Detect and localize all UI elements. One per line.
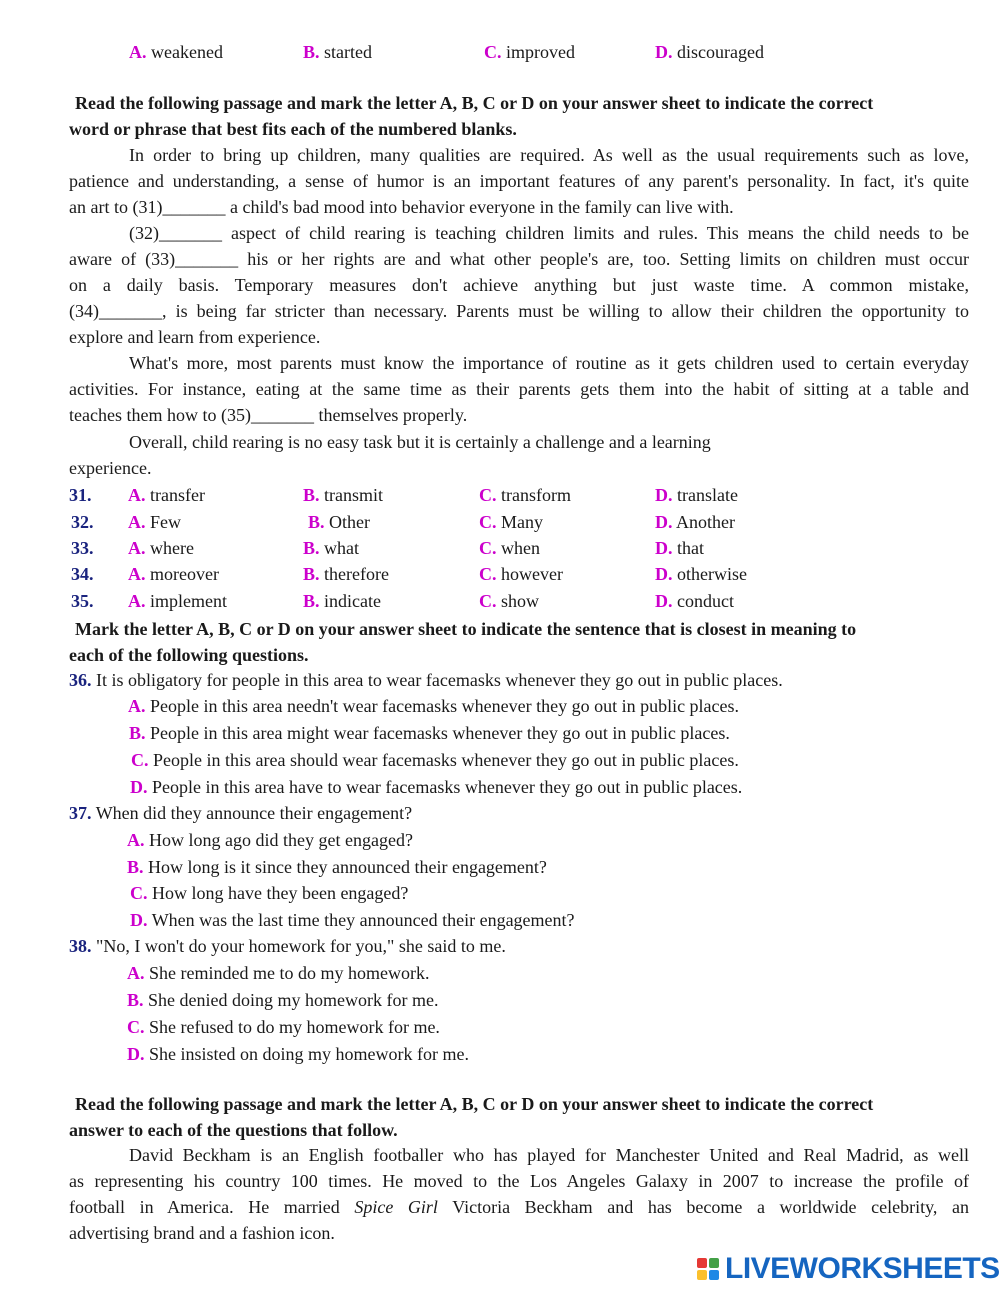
option-a: A. weakened bbox=[129, 42, 223, 62]
section-instruction: Read the following passage and mark the letter A, B, C or D on your answer sheet to indicate the correct bbox=[75, 1094, 874, 1114]
option-b[interactable]: B. She denied doing my homework for me. bbox=[127, 990, 439, 1010]
option-c[interactable]: C. show bbox=[479, 591, 540, 611]
option-c[interactable]: C. however bbox=[479, 564, 563, 584]
section-instruction: answer to each of the questions that follow. bbox=[69, 1120, 398, 1140]
passage-line: on a daily basis. Temporary measures don't achieve anything but just waste time. A common mistake, bbox=[69, 275, 969, 295]
passage-line: patience and understanding, a sense of humor is an important features of any parent's personality. In fact, it's quite bbox=[69, 171, 969, 191]
question-number: 34. bbox=[71, 564, 94, 584]
option-a[interactable]: A. Few bbox=[128, 512, 181, 532]
passage-line: (34)_______, is being far stricter than necessary. Parents must be willing to allow their children the opportunity to bbox=[69, 301, 969, 321]
option-a[interactable]: A. transfer bbox=[128, 485, 205, 505]
question-number: 31. bbox=[69, 485, 92, 505]
passage-line: David Beckham is an English footballer who has played for Manchester United and Real Madrid, as well bbox=[129, 1145, 969, 1165]
option-b[interactable]: B. How long is it since they announced their engagement? bbox=[127, 857, 547, 877]
option-c[interactable]: C. when bbox=[479, 538, 540, 558]
option-c[interactable]: C. Many bbox=[479, 512, 543, 532]
passage-line: (32)_______ aspect of child rearing is teaching children limits and rules. This means the child needs to be bbox=[129, 223, 969, 243]
option-d[interactable]: D. otherwise bbox=[655, 564, 747, 584]
option-b[interactable]: B. People in this area might wear facemasks whenever they go out in public places. bbox=[129, 723, 730, 743]
question-stem: 37. When did they announce their engagement? bbox=[69, 803, 413, 823]
question-stem: 38. "No, I won't do your homework for you," she said to me. bbox=[69, 936, 506, 956]
passage-line: Overall, child rearing is no easy task but it is certainly a challenge and a learning bbox=[129, 432, 711, 452]
passage-line: What's more, most parents must know the importance of routine as it gets children used to certain everyday bbox=[129, 353, 969, 373]
passage-line: football in America. He married Spice Girl Victoria Beckham and has become a worldwide celebrity, an bbox=[69, 1197, 969, 1217]
option-d[interactable]: D. Another bbox=[655, 512, 735, 532]
passage-line: as representing his country 100 times. He moved to the Los Angeles Galaxy in 2007 to increase the profile of bbox=[69, 1171, 969, 1191]
option-b[interactable]: B. what bbox=[303, 538, 360, 558]
option-b[interactable]: B. therefore bbox=[303, 564, 389, 584]
section-instruction: each of the following questions. bbox=[69, 645, 309, 665]
option-d[interactable]: D. conduct bbox=[655, 591, 734, 611]
option-d[interactable]: D. People in this area have to wear facemasks whenever they go out in public places. bbox=[130, 777, 743, 797]
question-number: 35. bbox=[71, 591, 94, 611]
option-a[interactable]: A. She reminded me to do my homework. bbox=[127, 963, 430, 983]
option-d[interactable]: D. She insisted on doing my homework for me. bbox=[127, 1044, 469, 1064]
option-d[interactable]: D. that bbox=[655, 538, 704, 558]
option-a[interactable]: A. People in this area needn't wear facemasks whenever they go out in public places. bbox=[128, 696, 740, 716]
passage-line: activities. For instance, eating at the same time as their parents gets them into the habit of sitting at a table and bbox=[69, 379, 969, 399]
option-a[interactable]: A. moreover bbox=[128, 564, 219, 584]
passage-line: In order to bring up children, many qualities are required. As well as the usual requirements such as love, bbox=[129, 145, 969, 165]
passage-line: an art to (31)_______ a child's bad mood into behavior everyone in the family can live with. bbox=[69, 197, 734, 217]
option-c[interactable]: C. How long have they been engaged? bbox=[130, 883, 409, 903]
option-d[interactable]: D. When was the last time they announced their engagement? bbox=[130, 910, 575, 930]
option-b[interactable]: B. Other bbox=[308, 512, 370, 532]
option-b: B. started bbox=[303, 42, 372, 62]
option-a[interactable]: A. implement bbox=[128, 591, 227, 611]
logo-mark-icon bbox=[697, 1258, 719, 1280]
option-c: C. improved bbox=[484, 42, 575, 62]
passage-line: advertising brand and a fashion icon. bbox=[69, 1223, 335, 1243]
section-instruction: word or phrase that best fits each of the numbered blanks. bbox=[69, 119, 517, 139]
option-b[interactable]: B. transmit bbox=[303, 485, 384, 505]
option-d[interactable]: D. translate bbox=[655, 485, 738, 505]
option-c[interactable]: C. People in this area should wear facemasks whenever they go out in public places. bbox=[131, 750, 739, 770]
section-instruction: Read the following passage and mark the letter A, B, C or D on your answer sheet to indicate the correct bbox=[75, 93, 874, 113]
question-stem: 36. It is obligatory for people in this area to wear facemasks whenever they go out in public places. bbox=[69, 670, 783, 690]
option-a[interactable]: A. where bbox=[128, 538, 194, 558]
question-number: 33. bbox=[71, 538, 94, 558]
passage-line: explore and learn from experience. bbox=[69, 327, 321, 347]
section-instruction: Mark the letter A, B, C or D on your answer sheet to indicate the sentence that is closest in meaning to bbox=[75, 619, 857, 639]
liveworksheets-logo[interactable] bbox=[697, 1252, 1000, 1285]
question-number: 32. bbox=[71, 512, 94, 532]
option-d: D. discouraged bbox=[655, 42, 764, 62]
passage-line: experience. bbox=[69, 458, 152, 478]
option-c[interactable]: C. transform bbox=[479, 485, 571, 505]
option-b[interactable]: B. indicate bbox=[303, 591, 381, 611]
option-a[interactable]: A. How long ago did they get engaged? bbox=[127, 830, 413, 850]
option-c[interactable]: C. She refused to do my homework for me. bbox=[127, 1017, 440, 1037]
passage-line: aware of (33)_______ his or her rights are and what other people's are, too. Setting limits on children must occur bbox=[69, 249, 969, 269]
passage-line: teaches them how to (35)_______ themselves properly. bbox=[69, 405, 468, 425]
logo-text: LIVEWORKSHEETS bbox=[725, 1252, 1000, 1285]
